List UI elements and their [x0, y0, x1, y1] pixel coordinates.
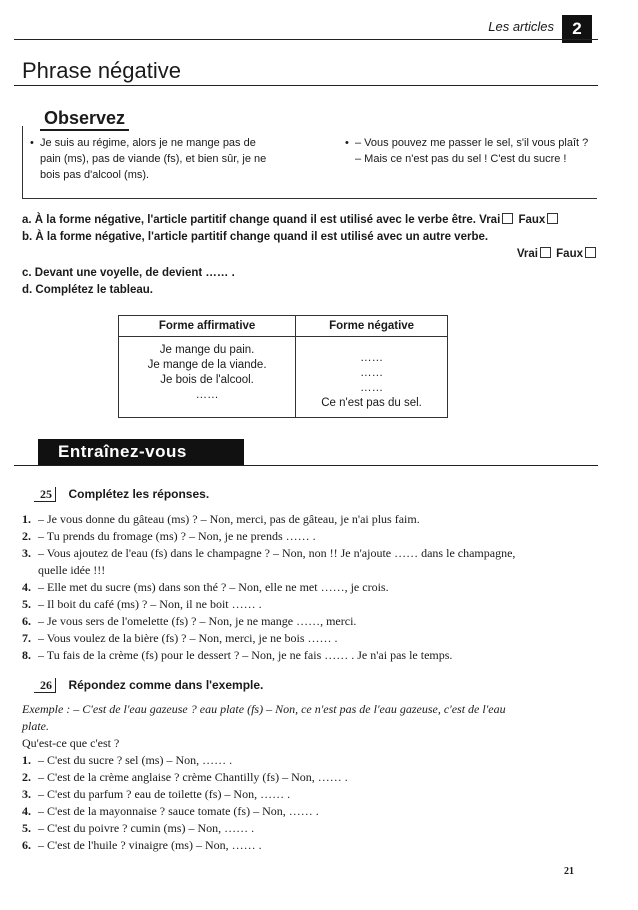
- bullet-icon: •: [30, 137, 34, 149]
- page-number: 21: [564, 866, 574, 877]
- exercise-25-lines: [22, 511, 515, 664]
- exercise-line: [22, 820, 506, 837]
- vrai-checkbox[interactable]: [540, 247, 551, 258]
- exercise-26-heading: [34, 676, 263, 694]
- exercise-line: [22, 752, 506, 769]
- affirmative-cell: [119, 337, 296, 418]
- exercise-line: [22, 647, 515, 664]
- line-number: 1.: [22, 512, 31, 526]
- question-a: [22, 212, 560, 228]
- question-a-text: a. À la forme négative, l'article partitif change quand il est utilisé avec le verbe être.: [22, 214, 476, 226]
- exercise-number: 26: [34, 678, 56, 693]
- line-number: 5.: [22, 821, 31, 835]
- observe-left-line: Je suis au régime, alors je ne mange pas de: [40, 137, 256, 149]
- vrai-checkbox[interactable]: [502, 213, 513, 224]
- line-text: – C'est de la crème anglaise ? crème Chantilly (fs) – Non, …… .: [38, 770, 348, 784]
- vrai-label: Vrai: [479, 214, 501, 226]
- chapter-title: Les articles: [488, 19, 554, 34]
- exercise-line: [22, 528, 515, 545]
- line-number: 2.: [22, 770, 31, 784]
- line-number: 5.: [22, 597, 31, 611]
- line-number: 1.: [22, 753, 31, 767]
- exercise-title: Complétez les réponses.: [68, 487, 210, 501]
- line-number: 4.: [22, 804, 31, 818]
- line-text: – Elle met du sucre (ms) dans son thé ? – Non, elle ne met ……, je crois.: [38, 580, 389, 594]
- line-text: – Tu prends du fromage (ms) ? – Non, je ne prends …… .: [38, 529, 316, 543]
- observe-left-line: pain (ms), pas de viande (fs), et bien sûr, je ne: [40, 153, 267, 165]
- vrai-label: Vrai: [516, 248, 538, 260]
- exercise-line: [22, 596, 515, 613]
- exercise-line: [22, 545, 515, 562]
- prompt-line: Qu'est-ce que c'est ?: [22, 736, 120, 750]
- exercise-title: Répondez comme dans l'exemple.: [68, 678, 264, 692]
- exercise-line: [22, 803, 506, 820]
- line-number: 3.: [22, 546, 31, 560]
- line-text: – C'est du poivre ? cumin (ms) – Non, …… .: [38, 821, 255, 835]
- line-number: 6.: [22, 614, 31, 628]
- example-line: Exemple : – C'est de l'eau gazeuse ? eau plate (fs) – Non, ce n'est pas de l'eau gazeuse, c'est de l'eau: [22, 702, 506, 716]
- faux-checkbox[interactable]: [585, 247, 596, 258]
- faux-checkbox[interactable]: [547, 213, 558, 224]
- observe-title: Observez: [40, 108, 129, 131]
- observe-right-text: [345, 135, 600, 167]
- line-number: 8.: [22, 648, 31, 662]
- question-b-text: b. À la forme négative, l'article partitif change quand il est utilisé avec un autre verbe.: [22, 231, 489, 243]
- line-text: – Il boit du café (ms) ? – Non, il ne boit …… .: [38, 597, 262, 611]
- exercise-line: [22, 630, 515, 647]
- header-divider: [14, 39, 598, 40]
- table-cell-line: ……: [195, 389, 219, 401]
- chapter-number-badge: 2: [562, 15, 592, 43]
- exercise-line: [22, 786, 506, 803]
- table-cell-line: ……: [360, 367, 384, 379]
- observe-left-text: [30, 135, 305, 183]
- question-b-answers: [517, 246, 598, 262]
- section-divider: [14, 85, 598, 86]
- line-text: – Vous voulez de la bière (fs) ? – Non, merci, je ne bois …… .: [38, 631, 338, 645]
- exercise-line: [22, 613, 515, 630]
- exercise-25-heading: [34, 485, 209, 503]
- line-number: 6.: [22, 838, 31, 852]
- line-number: 7.: [22, 631, 31, 645]
- exercise-26-lines: [22, 701, 506, 854]
- exercise-line: [22, 837, 506, 854]
- observe-right-line: – Mais ce n'est pas du sel ! C'est du sucre !: [355, 153, 567, 165]
- line-number: 2.: [22, 529, 31, 543]
- table-cell-line: Je mange de la viande.: [147, 359, 267, 371]
- table-header: Forme négative: [296, 316, 448, 337]
- exercise-line: [22, 769, 506, 786]
- exercise-line: [22, 579, 515, 596]
- faux-label: Faux: [556, 248, 583, 260]
- observe-left-line: bois pas d'alcool (ms).: [40, 169, 150, 181]
- line-text: – Je vous donne du gâteau (ms) ? – Non, merci, pas de gâteau, je n'ai plus faim.: [38, 512, 420, 526]
- exercise-line: [22, 562, 515, 579]
- line-text: – C'est de l'huile ? vinaigre (ms) – Non, …… .: [38, 838, 262, 852]
- line-number: 4.: [22, 580, 31, 594]
- question-d: d. Complétez le tableau.: [22, 284, 153, 296]
- table-cell-line: Je bois de l'alcool.: [160, 374, 254, 386]
- section-title: Phrase négative: [22, 58, 181, 83]
- practice-banner: Entraînez-vous: [38, 439, 244, 465]
- negative-cell: [296, 337, 448, 418]
- exercise-line: [22, 511, 515, 528]
- line-text: – C'est du sucre ? sel (ms) – Non, …… .: [38, 753, 233, 767]
- line-number: 3.: [22, 787, 31, 801]
- exercise-number: 25: [34, 487, 56, 502]
- line-text: quelle idée !!!: [38, 563, 106, 577]
- example-line: plate.: [22, 719, 49, 733]
- line-text: – Je vous sers de l'omelette (fs) ? – Non, je ne mange ……, merci.: [38, 614, 357, 628]
- line-text: – Vous ajoutez de l'eau (fs) dans le champagne ? – Non, non !! Je n'ajoute …… dans le champagne,: [38, 546, 516, 560]
- faux-label: Faux: [518, 214, 546, 226]
- table-cell-line: ……: [360, 352, 384, 364]
- table-cell-line: Ce n'est pas du sel.: [321, 397, 422, 409]
- line-text: – C'est de la mayonnaise ? sauce tomate (fs) – Non, …… .: [38, 804, 319, 818]
- conjugation-table: [118, 315, 448, 418]
- table-cell-line: ……: [360, 382, 384, 394]
- observe-right-line: – Vous pouvez me passer le sel, s'il vous plaît ?: [355, 137, 589, 149]
- bullet-icon: •: [345, 137, 349, 149]
- table-cell-line: Je mange du pain.: [159, 344, 255, 356]
- banner-divider: [14, 465, 598, 466]
- question-c: c. Devant une voyelle, de devient …… .: [22, 267, 235, 279]
- line-text: – Tu fais de la crème (fs) pour le dessert ? – Non, je ne fais …… . Je n'ai pas le temps.: [38, 648, 453, 662]
- table-header: Forme affirmative: [119, 316, 296, 337]
- line-text: – C'est du parfum ? eau de toilette (fs) – Non, …… .: [38, 787, 291, 801]
